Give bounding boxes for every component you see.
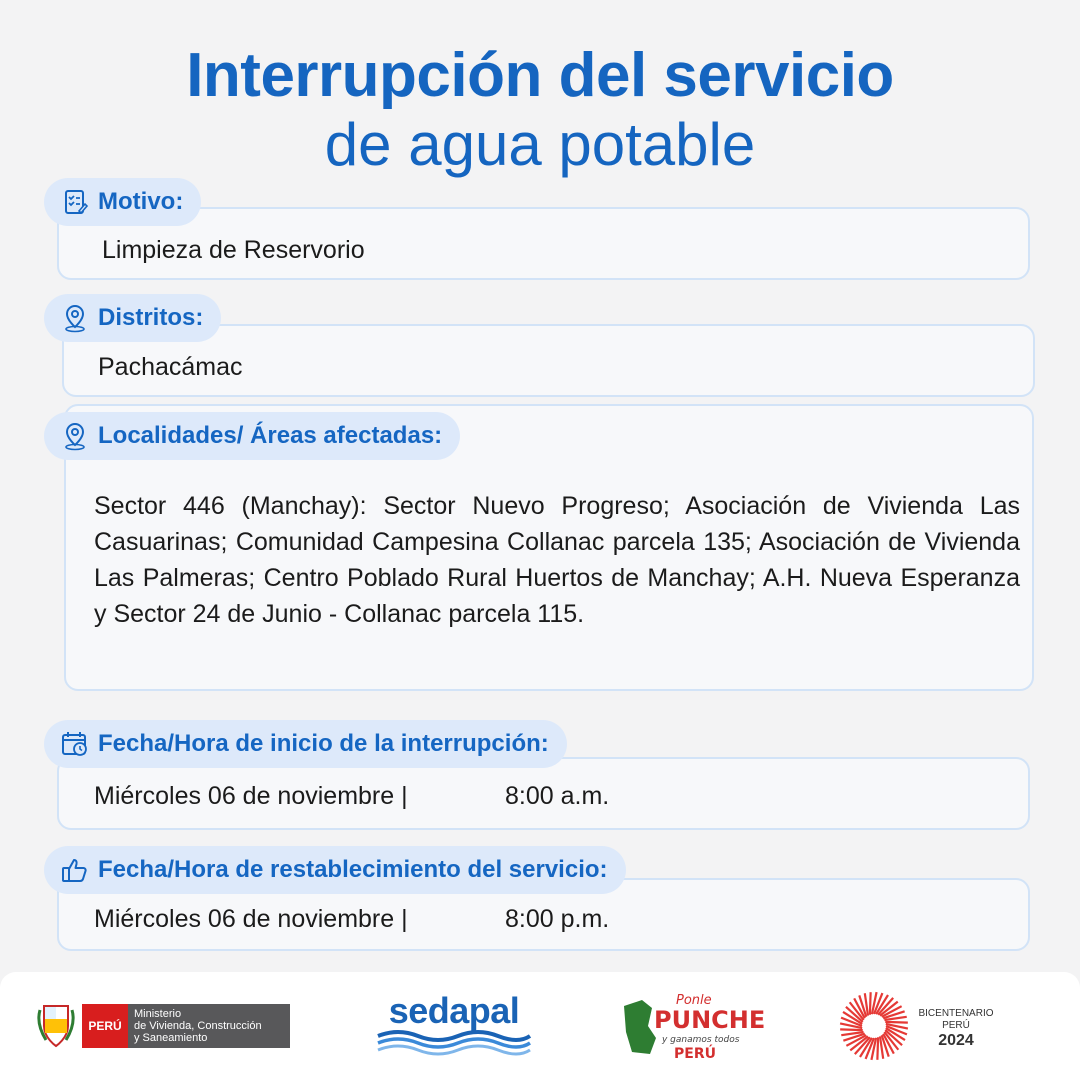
distritos-label-pill	[44, 294, 221, 342]
motivo-value: Limpieza de Reservorio	[102, 236, 365, 264]
ministerio-line-3: y Saneamiento	[134, 1032, 208, 1044]
ministerio-line-2: de Vivienda, Construcción	[134, 1020, 262, 1032]
inicio-time: 8:00 a.m.	[505, 782, 610, 810]
motivo-label-pill	[44, 178, 201, 226]
inicio-date: Miércoles 06 de noviembre |	[94, 782, 408, 810]
location-pin-icon	[60, 303, 90, 333]
localidades-label: Localidades/ Áreas afectadas:	[98, 422, 443, 449]
page-title: Interrupción del servicio	[186, 41, 894, 110]
bicentenario-year: 2024	[938, 1032, 974, 1049]
svg-text:PERÚ: PERÚ	[674, 1046, 716, 1062]
ministerio-line-1: Ministerio	[134, 1008, 182, 1020]
ponle-punche-peru-logo	[614, 986, 766, 1066]
restablecimiento-label-pill	[44, 846, 626, 894]
bicentenario-line-2: PERÚ	[942, 1020, 970, 1031]
bicentenario-text	[910, 1008, 1002, 1050]
motivo-label: Motivo:	[98, 188, 184, 215]
page-subtitle: de agua potable	[324, 111, 756, 178]
bicentenario-sunburst-icon	[838, 990, 910, 1062]
inicio-label: Fecha/Hora de inicio de la interrupción:	[98, 730, 549, 757]
checklist-icon	[60, 187, 90, 217]
localidades-label-pill	[44, 412, 460, 460]
peru-coat-of-arms-icon	[36, 1000, 76, 1052]
restablecimiento-label: Fecha/Hora de restablecimiento del servicio:	[98, 856, 608, 883]
localidades-value: Sector 446 (Manchay): Sector Nuevo Progreso; Asociación de Vivienda Las Casuarinas; Comunidad Campesina Collanac parcela 135; Asociación de Vivienda Las Palmeras; Centro Poblado Rural Huertos de Manchay; A.H. Nueva Esperanza y Sector 24 de Junio - Collanac parcela 115.	[94, 492, 1020, 628]
svg-text:y ganamos todos: y ganamos todos	[662, 1035, 740, 1045]
restablecimiento-date: Miércoles 06 de noviembre |	[94, 905, 408, 933]
distritos-value: Pachacámac	[98, 353, 243, 381]
thumbs-up-icon	[60, 855, 90, 885]
inicio-label-pill	[44, 720, 567, 768]
bicentenario-line-1: BICENTENARIO	[918, 1008, 994, 1019]
location-pin-icon	[60, 421, 90, 451]
restablecimiento-time: 8:00 p.m.	[505, 905, 610, 933]
svg-text:PUNCHE: PUNCHE	[654, 1006, 766, 1034]
sedapal-logo-text: sedapal	[388, 990, 520, 1031]
distritos-label: Distritos:	[98, 304, 204, 331]
sedapal-waves-icon	[376, 1030, 532, 1056]
calendar-clock-icon	[60, 729, 90, 759]
ministerio-name	[128, 1004, 290, 1048]
ministerio-country-label: PERÚ	[82, 1004, 128, 1048]
svg-text:Ponle: Ponle	[676, 993, 712, 1008]
